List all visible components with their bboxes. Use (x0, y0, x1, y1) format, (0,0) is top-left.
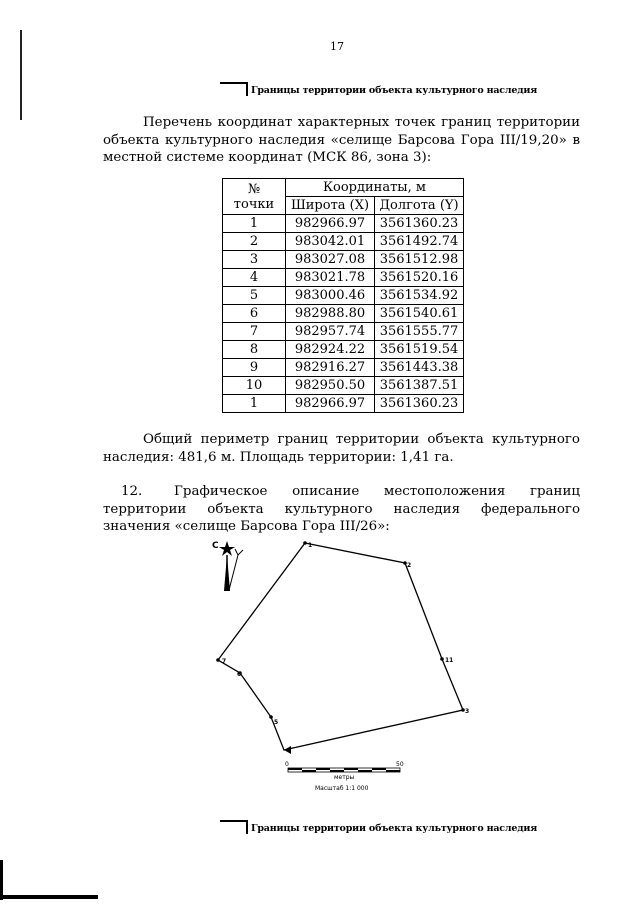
section-number: 12. (121, 484, 143, 499)
point-label: 2 (407, 562, 412, 569)
table-row (223, 395, 464, 413)
point-number-cell: 4 (223, 269, 286, 287)
latitude-cell: 982916.27 (286, 359, 375, 377)
table-row (223, 233, 464, 251)
point-number-cell: 1 (223, 215, 286, 233)
latitude-cell: 982966.97 (286, 395, 375, 413)
longitude-cell: 3561512.98 (375, 251, 464, 269)
point-number-cell: 5 (223, 287, 286, 305)
table-row (223, 377, 464, 395)
boundary-point (303, 541, 307, 545)
table-row (223, 359, 464, 377)
north-label: С (212, 541, 219, 551)
point-number-cell: 6 (223, 305, 286, 323)
longitude-cell: 3561387.51 (375, 377, 464, 395)
header-coordinates: Координаты, м (286, 179, 464, 197)
boundary-polygon (218, 543, 463, 750)
page-number: 17 (330, 40, 344, 53)
scale-bar (285, 761, 404, 792)
scale-end: 50 (396, 761, 404, 768)
point-number-cell: 8 (223, 341, 286, 359)
scale-caption: Масштаб 1:1 000 (315, 785, 369, 792)
latitude-cell: 982957.74 (286, 323, 375, 341)
boundary-point (216, 658, 220, 662)
longitude-cell: 3561360.23 (375, 395, 464, 413)
point-number-cell: 7 (223, 323, 286, 341)
point-number-cell: 3 (223, 251, 286, 269)
boundary-scheme (200, 535, 490, 800)
coordinates-table (222, 178, 464, 413)
point-number-cell: 10 (223, 377, 286, 395)
table-row (223, 251, 464, 269)
latitude-cell: 982966.97 (286, 215, 375, 233)
section-text: Графическое описание местоположения границ территории объекта культурного наследия федерального значения «селище Барсова Гора III/26»: (103, 484, 580, 534)
boundary-point (440, 657, 444, 661)
latitude-cell: 983042.01 (286, 233, 375, 251)
point-label: 3 (465, 708, 470, 715)
longitude-cell: 3561520.16 (375, 269, 464, 287)
latitude-cell: 983000.46 (286, 287, 375, 305)
scan-edge-mark (0, 860, 3, 900)
point-number-cell: 1 (223, 395, 286, 413)
longitude-cell: 3561492.74 (375, 233, 464, 251)
perimeter-paragraph: Общий периметр границ территории объекта культурного наследия: 481,6 м. Площадь территории: 1,41 га. (103, 432, 580, 465)
latitude-cell: 983027.08 (286, 251, 375, 269)
table-row (223, 215, 464, 233)
longitude-cell: 3561540.61 (375, 305, 464, 323)
legend-top (220, 80, 537, 96)
boundary-point (284, 746, 291, 754)
north-arrow-icon (212, 541, 243, 591)
intro-paragraph: Перечень координат характерных точек границ территории объекта культурного наследия «селище Барсова Гора III/19,20» в местной системе координат (МСК 86, зона 3): (103, 115, 580, 165)
point-label: 11 (445, 657, 454, 664)
longitude-cell: 3561360.23 (375, 215, 464, 233)
boundary-point (269, 715, 273, 719)
scale-unit: метры (334, 774, 355, 781)
boundary-line-icon (220, 82, 248, 96)
header-point-number: № точки (223, 179, 286, 215)
longitude-cell: 3561534.92 (375, 287, 464, 305)
header-x: Широта (X) (286, 197, 375, 215)
point-number-cell: 2 (223, 233, 286, 251)
longitude-cell: 3561519.54 (375, 341, 464, 359)
longitude-cell: 3561443.38 (375, 359, 464, 377)
table-row (223, 323, 464, 341)
table-row (223, 305, 464, 323)
table-row (223, 341, 464, 359)
boundary-line-icon (220, 820, 248, 834)
section-paragraph (103, 483, 580, 536)
coordinates-table-body (223, 215, 464, 413)
table-row (223, 287, 464, 305)
point-number-cell: 9 (223, 359, 286, 377)
scan-edge-mark (0, 895, 98, 899)
latitude-cell: 982924.22 (286, 341, 375, 359)
point-label: 5 (274, 719, 279, 726)
header-y: Долгота (Y) (375, 197, 464, 215)
legend-label: Границы территории объекта культурного наследия (251, 823, 538, 834)
latitude-cell: 983021.78 (286, 269, 375, 287)
point-label: 7 (222, 658, 227, 665)
table-row (223, 269, 464, 287)
scale-start: 0 (285, 761, 289, 768)
legend-label: Границы территории объекта культурного наследия (251, 85, 538, 96)
longitude-cell: 3561555.77 (375, 323, 464, 341)
legend-bottom (220, 818, 537, 834)
latitude-cell: 982988.80 (286, 305, 375, 323)
scan-margin-mark (20, 30, 22, 120)
point-label: 1 (308, 542, 313, 549)
latitude-cell: 982950.50 (286, 377, 375, 395)
point-label: 6 (237, 671, 242, 678)
